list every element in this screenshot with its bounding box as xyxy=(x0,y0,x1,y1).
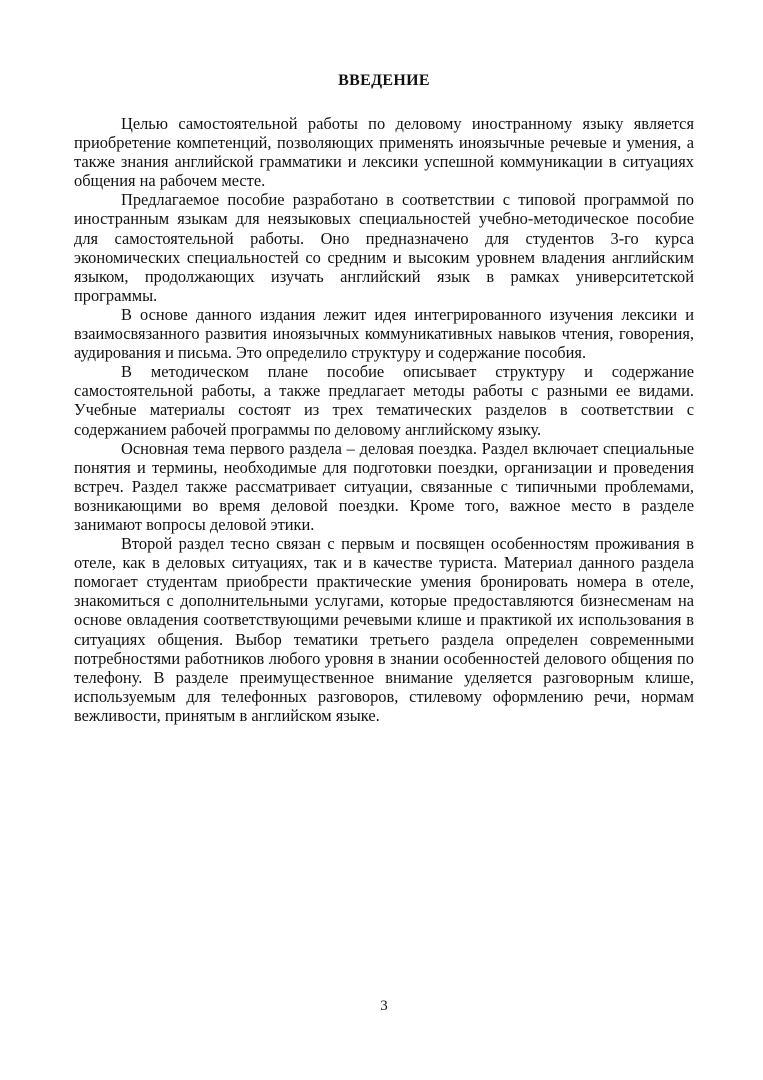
page-title: ВВЕДЕНИЕ xyxy=(338,72,430,89)
document-page xyxy=(74,0,694,1080)
paragraph-2: Предлагаемое пособие разработано в соответствии с типовой программой по иностранным языкам для неязыковых специальностей учебно-методическое пособие для самостоятельной работы. Оно предназначено для студентов 3-го курса экономических специальностей со средним и высоким уровнем владения английским языком, продолжающих изучать английский язык в рамках университетской программы. xyxy=(74,190,694,305)
paragraph-3: В основе данного издания лежит идея интегрированного изучения лексики и взаимосвязанного развития иноязычных коммуникативных навыков чтения, говорения, аудирования и письма. Это определило структуру и содержание пособия. xyxy=(74,304,694,363)
paragraph-4: В методическом плане пособие описывает структуру и содержание самостоятельной работы, а также предлагает методы работы с разными ее видами. Учебные материалы состоят из трех тематических разделов в соответствии с содержанием рабочей программы по деловому английскому языку. xyxy=(74,362,694,439)
paragraph-1: Целью самостоятельной работы по деловому иностранному языку является приобретение компетенций, позволяющих применять иноязычные речевые и умения, а также знания английской грамматики и лексики успешной коммуникации в ситуациях общения на рабочем месте. xyxy=(74,114,694,191)
paragraph-5: Основная тема первого раздела – деловая поездка. Раздел включает специальные понятия и термины, необходимые для подготовки поездки, организации и проведения встреч. Раздел также рассматривает ситуации, связанные с типичными проблемами, возникающими во время деловой поездки. Кроме того, важное место в разделе занимают вопросы деловой этики. xyxy=(74,438,694,534)
body-text xyxy=(74,114,694,725)
paragraph-6: Второй раздел тесно связан с первым и посвящен особенностям проживания в отеле, как в деловых ситуациях, так и в качестве туриста. Материал данного раздела помогает студентам приобрести практические умения бронировать номера в отеле, знакомиться с дополнительными услугами, которые предоставляются бизнесменам на основе овладения соответствующими речевыми клише и практикой их использования в ситуациях общения. Выбор тематики третьего раздела определен современными потребностями работников любого уровня в знании особенностей делового общения по телефону. В разделе преимущественное внимание уделяется разговорным клише, используемым для телефонных разговоров, стилевому оформлению речи, нормам вежливости, принятым в английском языке. xyxy=(74,534,694,725)
page-number: 3 xyxy=(380,998,388,1014)
